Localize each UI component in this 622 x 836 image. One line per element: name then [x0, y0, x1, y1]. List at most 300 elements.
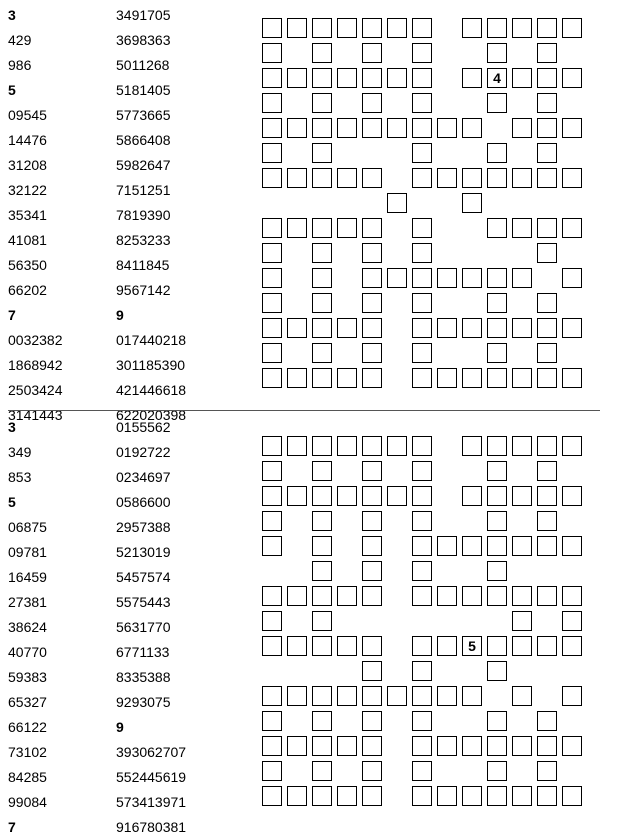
- number-entry: 6771133: [116, 644, 170, 660]
- grid-cell[interactable]: [512, 436, 532, 456]
- number-entry: 8335388: [116, 669, 171, 685]
- grid-cell[interactable]: [312, 293, 332, 313]
- grid-cell[interactable]: [262, 168, 282, 188]
- grid-cell[interactable]: [337, 736, 357, 756]
- grid-cell[interactable]: [412, 636, 432, 656]
- grid-cell[interactable]: [537, 586, 557, 606]
- grid-cell[interactable]: [512, 118, 532, 138]
- number-entry: 5011268: [116, 57, 170, 73]
- grid-cell[interactable]: [412, 343, 432, 363]
- grid-cell[interactable]: [537, 636, 557, 656]
- grid-cell[interactable]: [537, 218, 557, 238]
- grid-cell[interactable]: [312, 143, 332, 163]
- grid-cell[interactable]: [437, 536, 457, 556]
- puzzle-divider: [8, 410, 600, 411]
- grid-cell[interactable]: [462, 686, 482, 706]
- grid-cell[interactable]: [362, 268, 382, 288]
- grid-cell[interactable]: [437, 318, 457, 338]
- grid-cell[interactable]: [337, 68, 357, 88]
- grid-cell[interactable]: [362, 93, 382, 113]
- grid-cell[interactable]: [412, 93, 432, 113]
- grid-cell[interactable]: [487, 293, 507, 313]
- grid-cell[interactable]: [362, 761, 382, 781]
- grid-cell[interactable]: [462, 736, 482, 756]
- grid-cell[interactable]: [262, 611, 282, 631]
- grid-cell[interactable]: [462, 486, 482, 506]
- grid-cell[interactable]: [312, 511, 332, 531]
- grid-cell[interactable]: [362, 368, 382, 388]
- grid-cell[interactable]: [412, 486, 432, 506]
- grid-cell[interactable]: [512, 536, 532, 556]
- length-header: 7: [8, 307, 16, 323]
- grid-cell[interactable]: [537, 486, 557, 506]
- grid-cell[interactable]: [312, 786, 332, 806]
- grid-cell[interactable]: [487, 661, 507, 681]
- grid-cell[interactable]: [287, 118, 307, 138]
- grid-cell[interactable]: [337, 118, 357, 138]
- number-entry: 84285: [8, 769, 47, 785]
- grid-cell[interactable]: [262, 43, 282, 63]
- grid-cell[interactable]: [262, 586, 282, 606]
- grid-cell[interactable]: [262, 68, 282, 88]
- grid-cell[interactable]: [562, 736, 582, 756]
- number-entry: 2503424: [8, 382, 63, 398]
- grid-cell[interactable]: [487, 736, 507, 756]
- grid-cell[interactable]: [312, 686, 332, 706]
- number-entry: 5631770: [116, 619, 171, 635]
- grid-cell[interactable]: [537, 18, 557, 38]
- grid-cell[interactable]: [437, 786, 457, 806]
- grid-cell[interactable]: [312, 68, 332, 88]
- grid-cell[interactable]: [562, 486, 582, 506]
- grid-cell[interactable]: [312, 118, 332, 138]
- grid-cell[interactable]: [262, 318, 282, 338]
- grid-cell[interactable]: [412, 243, 432, 263]
- number-entry: 9567142: [116, 282, 171, 298]
- grid-cell[interactable]: [312, 561, 332, 581]
- grid-cell[interactable]: [287, 636, 307, 656]
- grid-cell[interactable]: [462, 786, 482, 806]
- grid-cell[interactable]: [362, 243, 382, 263]
- grid-cell[interactable]: [437, 268, 457, 288]
- grid-cell[interactable]: [562, 268, 582, 288]
- grid-cell[interactable]: [512, 18, 532, 38]
- grid-cell[interactable]: [487, 93, 507, 113]
- grid-cell[interactable]: [337, 486, 357, 506]
- number-entry: 3698363: [116, 32, 171, 48]
- grid-cell[interactable]: [312, 243, 332, 263]
- grid-cell[interactable]: [362, 486, 382, 506]
- grid-cell[interactable]: [287, 436, 307, 456]
- grid-cell[interactable]: [262, 461, 282, 481]
- grid-cell[interactable]: [287, 586, 307, 606]
- grid-cell[interactable]: [362, 736, 382, 756]
- grid-cell[interactable]: [487, 168, 507, 188]
- grid-cell[interactable]: [412, 168, 432, 188]
- grid-cell[interactable]: [537, 293, 557, 313]
- grid-cell[interactable]: [412, 293, 432, 313]
- grid-cell[interactable]: [462, 193, 482, 213]
- grid-cell[interactable]: [512, 318, 532, 338]
- grid-cell[interactable]: [437, 736, 457, 756]
- grid-cell[interactable]: [387, 193, 407, 213]
- grid-cell[interactable]: [412, 761, 432, 781]
- grid-cell[interactable]: [562, 636, 582, 656]
- grid-cell[interactable]: [487, 68, 507, 88]
- grid-cell[interactable]: [412, 436, 432, 456]
- grid-cell[interactable]: [562, 18, 582, 38]
- grid-cell[interactable]: [412, 686, 432, 706]
- grid-cell[interactable]: [512, 636, 532, 656]
- grid-cell[interactable]: [362, 436, 382, 456]
- grid-cell[interactable]: [487, 436, 507, 456]
- grid-cell[interactable]: [487, 268, 507, 288]
- grid-cell[interactable]: [287, 218, 307, 238]
- grid-cell[interactable]: [312, 461, 332, 481]
- grid-cell[interactable]: [262, 786, 282, 806]
- grid-cell[interactable]: [412, 561, 432, 581]
- number-entry: 2957388: [116, 519, 171, 535]
- grid-cell[interactable]: [262, 118, 282, 138]
- number-entry: 573413971: [116, 794, 187, 810]
- grid-cell[interactable]: [362, 318, 382, 338]
- grid-cell[interactable]: [537, 461, 557, 481]
- grid-cell[interactable]: [412, 268, 432, 288]
- grid-cell[interactable]: [362, 18, 382, 38]
- grid-cell[interactable]: [287, 18, 307, 38]
- grid-cell[interactable]: [262, 93, 282, 113]
- grid-cell[interactable]: [487, 536, 507, 556]
- grid-cell[interactable]: [462, 318, 482, 338]
- grid-cell[interactable]: [387, 436, 407, 456]
- grid-cell[interactable]: [362, 636, 382, 656]
- grid-cell[interactable]: [537, 536, 557, 556]
- grid-cell[interactable]: [512, 218, 532, 238]
- grid-cell[interactable]: [312, 436, 332, 456]
- grid-cell[interactable]: [262, 686, 282, 706]
- grid-cell[interactable]: [462, 18, 482, 38]
- grid-cell[interactable]: [312, 586, 332, 606]
- grid-cell[interactable]: [512, 486, 532, 506]
- grid-cell[interactable]: [537, 68, 557, 88]
- grid-cell[interactable]: [412, 143, 432, 163]
- number-entry: 27381: [8, 594, 47, 610]
- grid-cell[interactable]: [487, 636, 507, 656]
- grid-cell[interactable]: [537, 436, 557, 456]
- grid-cell[interactable]: [562, 368, 582, 388]
- grid-cell[interactable]: [412, 318, 432, 338]
- grid-cell[interactable]: [362, 343, 382, 363]
- grid-cell[interactable]: [412, 43, 432, 63]
- grid-cell[interactable]: [412, 511, 432, 531]
- grid-cell[interactable]: [312, 268, 332, 288]
- grid-cell[interactable]: [287, 686, 307, 706]
- grid-cell[interactable]: [487, 343, 507, 363]
- number-entry: 5457574: [116, 569, 171, 585]
- number-entry: 429: [8, 32, 32, 48]
- grid-cell[interactable]: [412, 368, 432, 388]
- grid-cell[interactable]: [487, 18, 507, 38]
- grid-cell[interactable]: [562, 436, 582, 456]
- grid-cell[interactable]: [312, 536, 332, 556]
- grid-cell[interactable]: [312, 343, 332, 363]
- grid-cell[interactable]: [462, 118, 482, 138]
- grid-cell[interactable]: [562, 786, 582, 806]
- grid-cell[interactable]: [537, 143, 557, 163]
- grid-cell[interactable]: [462, 436, 482, 456]
- grid-cell[interactable]: [487, 511, 507, 531]
- grid-cell[interactable]: [462, 268, 482, 288]
- number-entry: 5213019: [116, 544, 171, 560]
- grid-cell[interactable]: [362, 68, 382, 88]
- grid-cell[interactable]: [312, 318, 332, 338]
- grid-cell[interactable]: [537, 243, 557, 263]
- grid-cell[interactable]: [262, 736, 282, 756]
- grid-cell[interactable]: [537, 318, 557, 338]
- grid-cell[interactable]: [412, 68, 432, 88]
- crossword-grid: [262, 436, 592, 828]
- number-entry: 31208: [8, 157, 47, 173]
- grid-cell[interactable]: [362, 461, 382, 481]
- grid-cell[interactable]: [312, 168, 332, 188]
- number-entry: 393062707: [116, 744, 187, 760]
- grid-cell[interactable]: [437, 586, 457, 606]
- grid-cell[interactable]: [462, 68, 482, 88]
- grid-cell[interactable]: [412, 786, 432, 806]
- grid-cell[interactable]: [287, 486, 307, 506]
- length-header: 5: [8, 494, 16, 510]
- grid-cell[interactable]: [512, 168, 532, 188]
- grid-cell[interactable]: [487, 218, 507, 238]
- grid-cell[interactable]: [537, 736, 557, 756]
- grid-cell[interactable]: [562, 686, 582, 706]
- grid-cell[interactable]: [337, 636, 357, 656]
- grid-cell[interactable]: [362, 218, 382, 238]
- grid-cell[interactable]: [412, 586, 432, 606]
- given-digit: 5: [468, 638, 476, 654]
- grid-cell[interactable]: [312, 18, 332, 38]
- grid-cell[interactable]: [487, 786, 507, 806]
- grid-cell[interactable]: [312, 486, 332, 506]
- grid-cell[interactable]: [562, 218, 582, 238]
- grid-cell[interactable]: [387, 268, 407, 288]
- grid-cell[interactable]: [512, 268, 532, 288]
- grid-cell[interactable]: [412, 461, 432, 481]
- grid-cell[interactable]: [362, 511, 382, 531]
- grid-cell[interactable]: [262, 511, 282, 531]
- grid-cell[interactable]: [562, 68, 582, 88]
- grid-cell[interactable]: [462, 586, 482, 606]
- grid-cell[interactable]: [312, 736, 332, 756]
- grid-cell[interactable]: [337, 368, 357, 388]
- number-entry: 35341: [8, 207, 47, 223]
- grid-cell[interactable]: [262, 343, 282, 363]
- grid-cell[interactable]: [387, 68, 407, 88]
- grid-cell[interactable]: [462, 636, 482, 656]
- number-entry: 8253233: [116, 232, 171, 248]
- grid-cell[interactable]: [437, 368, 457, 388]
- grid-cell[interactable]: [312, 636, 332, 656]
- grid-cell[interactable]: [337, 18, 357, 38]
- grid-cell[interactable]: [287, 368, 307, 388]
- grid-cell[interactable]: [537, 43, 557, 63]
- grid-cell[interactable]: [562, 318, 582, 338]
- number-entry: 622020398: [116, 407, 187, 423]
- grid-cell[interactable]: [487, 711, 507, 731]
- grid-cell[interactable]: [262, 636, 282, 656]
- grid-cell[interactable]: [312, 761, 332, 781]
- number-entry: 1868942: [8, 357, 63, 373]
- grid-cell[interactable]: [437, 168, 457, 188]
- grid-cell[interactable]: [362, 561, 382, 581]
- grid-cell[interactable]: [362, 168, 382, 188]
- number-entry: 65327: [8, 694, 47, 710]
- grid-cell[interactable]: [462, 168, 482, 188]
- grid-cell[interactable]: [262, 761, 282, 781]
- grid-cell[interactable]: [487, 586, 507, 606]
- grid-cell[interactable]: [387, 118, 407, 138]
- grid-cell[interactable]: [312, 711, 332, 731]
- grid-cell[interactable]: [487, 486, 507, 506]
- grid-cell[interactable]: [487, 761, 507, 781]
- grid-cell[interactable]: [262, 18, 282, 38]
- grid-cell[interactable]: [262, 218, 282, 238]
- grid-cell[interactable]: [512, 68, 532, 88]
- length-header: 3: [8, 7, 16, 23]
- grid-cell[interactable]: [337, 686, 357, 706]
- number-entry: 853: [8, 469, 32, 485]
- number-entry: 09545: [8, 107, 47, 123]
- grid-cell[interactable]: [262, 293, 282, 313]
- grid-cell[interactable]: [537, 368, 557, 388]
- grid-cell[interactable]: [312, 368, 332, 388]
- length-header: 3: [8, 419, 16, 435]
- grid-cell[interactable]: [487, 461, 507, 481]
- grid-cell[interactable]: [437, 686, 457, 706]
- grid-cell[interactable]: [562, 118, 582, 138]
- grid-cell[interactable]: [487, 43, 507, 63]
- grid-cell[interactable]: [312, 218, 332, 238]
- grid-cell[interactable]: [362, 118, 382, 138]
- puzzle-2: [0, 418, 622, 835]
- number-entry: 0234697: [116, 469, 171, 485]
- grid-cell[interactable]: [362, 43, 382, 63]
- grid-cell[interactable]: [437, 636, 457, 656]
- grid-cell[interactable]: [337, 436, 357, 456]
- grid-cell[interactable]: [262, 711, 282, 731]
- grid-cell[interactable]: [512, 686, 532, 706]
- number-entry: 66202: [8, 282, 47, 298]
- grid-cell[interactable]: [362, 786, 382, 806]
- grid-cell[interactable]: [512, 786, 532, 806]
- grid-cell[interactable]: [337, 218, 357, 238]
- grid-cell[interactable]: [337, 168, 357, 188]
- grid-cell[interactable]: [537, 711, 557, 731]
- grid-cell[interactable]: [537, 761, 557, 781]
- grid-cell[interactable]: [287, 168, 307, 188]
- grid-cell[interactable]: [487, 368, 507, 388]
- grid-cell[interactable]: [487, 143, 507, 163]
- grid-cell[interactable]: [362, 586, 382, 606]
- given-digit: 4: [493, 70, 501, 86]
- grid-cell[interactable]: [387, 18, 407, 38]
- grid-cell[interactable]: [512, 586, 532, 606]
- grid-cell[interactable]: [412, 661, 432, 681]
- grid-cell[interactable]: [387, 686, 407, 706]
- grid-cell[interactable]: [512, 368, 532, 388]
- grid-cell[interactable]: [262, 436, 282, 456]
- number-entry: 8411845: [116, 257, 170, 273]
- grid-cell[interactable]: [412, 536, 432, 556]
- number-entry: 38624: [8, 619, 47, 635]
- grid-cell[interactable]: [537, 168, 557, 188]
- length-header: 7: [8, 819, 16, 835]
- grid-cell[interactable]: [562, 586, 582, 606]
- grid-cell[interactable]: [437, 118, 457, 138]
- grid-cell[interactable]: [537, 93, 557, 113]
- grid-cell[interactable]: [337, 318, 357, 338]
- grid-cell[interactable]: [262, 486, 282, 506]
- grid-cell[interactable]: [337, 586, 357, 606]
- grid-cell[interactable]: [412, 218, 432, 238]
- grid-cell[interactable]: [362, 686, 382, 706]
- grid-cell[interactable]: [362, 293, 382, 313]
- grid-cell[interactable]: [312, 93, 332, 113]
- grid-cell[interactable]: [562, 536, 582, 556]
- grid-cell[interactable]: [312, 43, 332, 63]
- grid-cell[interactable]: [287, 68, 307, 88]
- grid-cell[interactable]: [512, 736, 532, 756]
- grid-cell[interactable]: [537, 343, 557, 363]
- grid-cell[interactable]: [262, 143, 282, 163]
- grid-cell[interactable]: [387, 486, 407, 506]
- grid-cell[interactable]: [412, 711, 432, 731]
- grid-cell[interactable]: [312, 611, 332, 631]
- grid-cell[interactable]: [262, 268, 282, 288]
- grid-cell[interactable]: [487, 318, 507, 338]
- grid-cell[interactable]: [262, 536, 282, 556]
- number-entry: 0586600: [116, 494, 171, 510]
- grid-cell[interactable]: [412, 736, 432, 756]
- grid-cell[interactable]: [262, 243, 282, 263]
- length-header: 9: [116, 719, 124, 735]
- grid-cell[interactable]: [412, 18, 432, 38]
- number-entry: 99084: [8, 794, 47, 810]
- number-entry: 5773665: [116, 107, 171, 123]
- grid-cell[interactable]: [362, 536, 382, 556]
- grid-cell[interactable]: [537, 786, 557, 806]
- grid-cell[interactable]: [287, 736, 307, 756]
- grid-cell[interactable]: [287, 786, 307, 806]
- grid-cell[interactable]: [462, 368, 482, 388]
- grid-cell[interactable]: [262, 368, 282, 388]
- grid-cell[interactable]: [337, 786, 357, 806]
- grid-cell[interactable]: [462, 536, 482, 556]
- number-entry: 32122: [8, 182, 47, 198]
- grid-cell[interactable]: [562, 611, 582, 631]
- grid-cell[interactable]: [487, 561, 507, 581]
- grid-cell[interactable]: [412, 118, 432, 138]
- number-entry: 421446618: [116, 382, 187, 398]
- grid-cell[interactable]: [537, 511, 557, 531]
- grid-cell[interactable]: [562, 168, 582, 188]
- grid-cell[interactable]: [512, 611, 532, 631]
- number-entry: 301185390: [116, 357, 186, 373]
- grid-cell[interactable]: [362, 661, 382, 681]
- grid-cell[interactable]: [537, 118, 557, 138]
- grid-cell[interactable]: [362, 711, 382, 731]
- grid-cell[interactable]: [287, 318, 307, 338]
